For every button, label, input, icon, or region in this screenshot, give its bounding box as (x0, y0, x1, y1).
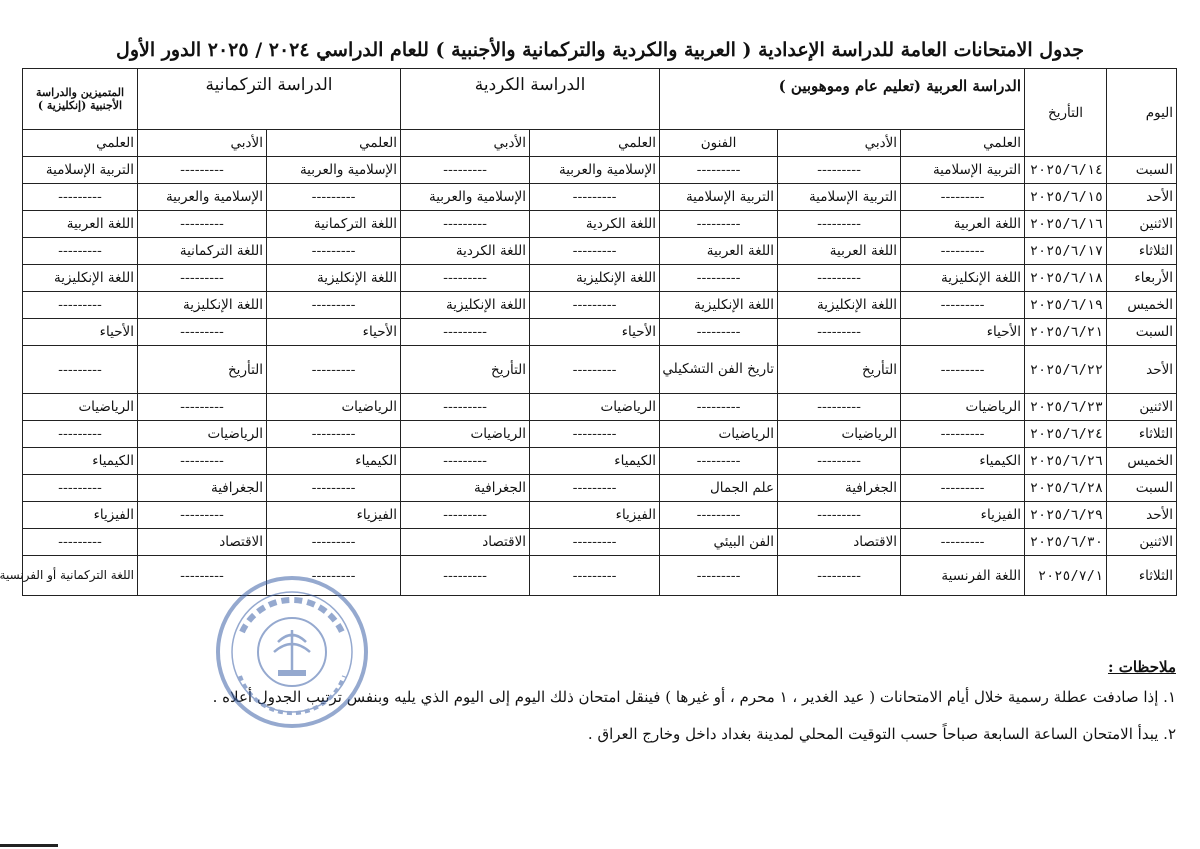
subject-cell: --------- (778, 211, 901, 238)
subject-cell: --------- (138, 265, 267, 292)
notes-heading: ملاحظات : (1107, 658, 1176, 676)
subject-cell: الرياضيات (530, 394, 660, 421)
subject-cell: --------- (530, 529, 660, 556)
subject-cell: --------- (23, 475, 138, 502)
branch-header-2: الفنون (660, 130, 778, 157)
schedule-body (0, 157, 1177, 596)
subject-cell: --------- (401, 556, 530, 596)
date-header: التأريخ (1025, 69, 1107, 157)
subject-cell: اللغة التركمانية أو الفرنسية (23, 556, 138, 596)
subject-cell: --------- (660, 319, 778, 346)
subject-cell: الأحياء (267, 319, 401, 346)
subject-cell: الجغرافية (401, 475, 530, 502)
subject-cell: --------- (778, 157, 901, 184)
subject-cell: اللغة التركمانية (138, 238, 267, 265)
subject-cell: --------- (23, 421, 138, 448)
subject-cell: اللغة الكردية (530, 211, 660, 238)
subject-cell: --------- (660, 394, 778, 421)
subject-cell: الأحياء (23, 319, 138, 346)
subject-cell: الكيمياء (23, 448, 138, 475)
subject-cell: --------- (901, 529, 1025, 556)
subject-cell: اللغة الإنكليزية (23, 265, 138, 292)
table-row (23, 421, 1177, 448)
subject-cell: --------- (267, 421, 401, 448)
day-cell: السبت (1107, 157, 1177, 184)
subject-cell: الرياضيات (267, 394, 401, 421)
subject-cell: اللغة العربية (901, 211, 1025, 238)
day-cell: الاثنين (1107, 394, 1177, 421)
subject-cell: التربية الإسلامية (778, 184, 901, 211)
scan-edge-mark (0, 844, 58, 847)
subject-cell: --------- (530, 475, 660, 502)
subject-cell: --------- (401, 394, 530, 421)
subject-cell: اللغة الإنكليزية (778, 292, 901, 319)
subject-cell: --------- (267, 184, 401, 211)
ministry-seal-icon (212, 572, 372, 732)
subject-cell: --------- (901, 475, 1025, 502)
subject-cell: --------- (530, 292, 660, 319)
day-cell: الثلاثاء (1107, 421, 1177, 448)
date-cell: ٢٠٢٥/٦/٢٣ (1025, 394, 1107, 421)
subject-cell: الاقتصاد (401, 529, 530, 556)
subject-cell: الرياضيات (660, 421, 778, 448)
subject-cell: التربية الإسلامية (901, 157, 1025, 184)
subject-cell: --------- (778, 448, 901, 475)
subject-cell: --------- (660, 265, 778, 292)
exam-schedule-table (0, 68, 1177, 596)
branch-header-3: العلمي (530, 130, 660, 157)
table-row (23, 448, 1177, 475)
subject-cell: الاقتصاد (778, 529, 901, 556)
date-cell: ٢٠٢٥/٦/٢٦ (1025, 448, 1107, 475)
day-cell: الأحد (1107, 184, 1177, 211)
subject-cell: --------- (660, 448, 778, 475)
subject-cell: --------- (138, 157, 267, 184)
subject-cell: الاقتصاد (138, 529, 267, 556)
subject-cell: --------- (401, 211, 530, 238)
subject-cell: التربية الإسلامية (23, 157, 138, 184)
subject-cell: --------- (530, 184, 660, 211)
subject-cell: الرياضيات (901, 394, 1025, 421)
subject-cell: --------- (901, 421, 1025, 448)
subject-cell: الإسلامية والعربية (401, 184, 530, 211)
document-title: جدول الامتحانات العامة للدراسة الإعدادية ( العربية والكردية والتركمانية والأجنبية ) للعام الدراسي ٢٠٢٤ / ٢٠٢٥ الدور الأول (116, 39, 1084, 61)
table-row (23, 238, 1177, 265)
subject-cell: --------- (23, 184, 138, 211)
branch-header-0: العلمي (901, 130, 1025, 157)
subject-cell: الكيمياء (267, 448, 401, 475)
table-row (23, 475, 1177, 502)
subject-cell: اللغة العربية (660, 238, 778, 265)
subject-cell: الكيمياء (901, 448, 1025, 475)
branch-header-7: العلمي (23, 130, 138, 157)
subject-cell: --------- (530, 238, 660, 265)
subject-cell: الرياضيات (138, 421, 267, 448)
subject-cell: --------- (401, 502, 530, 529)
subject-cell: --------- (778, 319, 901, 346)
subject-cell: الجغرافية (138, 475, 267, 502)
subject-cell: --------- (267, 475, 401, 502)
subject-cell: اللغة الإنكليزية (267, 265, 401, 292)
subject-cell: الكيمياء (530, 448, 660, 475)
day-cell: الاثنين (1107, 211, 1177, 238)
subject-cell: اللغة الإنكليزية (660, 292, 778, 319)
subject-cell: الفيزياء (267, 502, 401, 529)
subject-cell: --------- (901, 346, 1025, 394)
subject-cell: --------- (23, 529, 138, 556)
day-header: اليوم (1107, 69, 1177, 157)
day-cell: الخميس (1107, 292, 1177, 319)
table-row (23, 529, 1177, 556)
date-cell: ٢٠٢٥/٧/١ (1025, 556, 1107, 596)
subject-cell: اللغة الإنكليزية (530, 265, 660, 292)
subject-cell: اللغة العربية (23, 211, 138, 238)
subject-cell: اللغة التركمانية (267, 211, 401, 238)
day-cell: الخميس (1107, 448, 1177, 475)
distinguished-study-header: المتميزين والدراسة الأجنبية (إنكليزية ) (23, 69, 138, 130)
date-cell: ٢٠٢٥/٦/١٤ (1025, 157, 1107, 184)
subject-cell: --------- (138, 502, 267, 529)
date-cell: ٢٠٢٥/٦/٢٤ (1025, 421, 1107, 448)
day-cell: السبت (1107, 475, 1177, 502)
subject-cell: الفن البيئي (660, 529, 778, 556)
subject-cell: --------- (23, 238, 138, 265)
subject-cell: اللغة الإنكليزية (138, 292, 267, 319)
subject-cell: --------- (530, 421, 660, 448)
subject-cell: اللغة العربية (778, 238, 901, 265)
subject-cell: الإسلامية والعربية (138, 184, 267, 211)
date-cell: ٢٠٢٥/٦/١٩ (1025, 292, 1107, 319)
branch-header-row (23, 130, 1177, 157)
subject-cell: --------- (660, 556, 778, 596)
subject-cell: --------- (401, 157, 530, 184)
day-cell: الأحد (1107, 346, 1177, 394)
date-cell: ٢٠٢٥/٦/٢٢ (1025, 346, 1107, 394)
subject-cell: --------- (660, 211, 778, 238)
date-cell: ٢٠٢٥/٦/١٧ (1025, 238, 1107, 265)
day-cell: السبت (1107, 319, 1177, 346)
day-cell: الأحد (1107, 502, 1177, 529)
subject-cell: الرياضيات (778, 421, 901, 448)
subject-cell: --------- (23, 292, 138, 319)
subject-cell: الرياضيات (23, 394, 138, 421)
day-cell: الثلاثاء (1107, 238, 1177, 265)
subject-cell: --------- (138, 556, 267, 596)
subject-cell: --------- (23, 346, 138, 394)
subject-cell: --------- (778, 502, 901, 529)
subject-cell: --------- (401, 319, 530, 346)
table-row (23, 292, 1177, 319)
subject-cell: الفيزياء (901, 502, 1025, 529)
subject-cell: الإسلامية والعربية (267, 157, 401, 184)
note-1: ١. إذا صادفت عطلة رسمية خلال أيام الامتحانات ( عيد الغدير ، ١ محرم ، أو غيرها ) فينقل امتحان ذلك اليوم إلى اليوم الذي يليه وبنفس ترتيب الجدول أعلاه . (212, 688, 1176, 706)
subject-cell: الأحياء (530, 319, 660, 346)
subject-cell: --------- (267, 556, 401, 596)
date-cell: ٢٠٢٥/٦/٣٠ (1025, 529, 1107, 556)
subject-cell: --------- (660, 502, 778, 529)
note-2: ٢. يبدأ الامتحان الساعة السابعة صباحاً حسب التوقيت المحلي لمدينة بغداد داخل وخارج العراق . (587, 725, 1176, 743)
table-row (23, 556, 1177, 596)
branch-header-1: الأدبي (778, 130, 901, 157)
branch-header-4: الأدبي (401, 130, 530, 157)
subject-cell: --------- (778, 394, 901, 421)
subject-cell: الرياضيات (401, 421, 530, 448)
table-row (23, 319, 1177, 346)
subject-cell: --------- (401, 448, 530, 475)
subject-cell: اللغة الكردية (401, 238, 530, 265)
subject-cell: --------- (267, 346, 401, 394)
subject-cell: الفيزياء (23, 502, 138, 529)
date-cell: ٢٠٢٥/٦/٢٩ (1025, 502, 1107, 529)
subject-cell: --------- (660, 157, 778, 184)
subject-cell: --------- (138, 319, 267, 346)
table-row (23, 184, 1177, 211)
subject-cell: الإسلامية والعربية (530, 157, 660, 184)
subject-cell: التأريخ (138, 346, 267, 394)
subject-cell: الأحياء (901, 319, 1025, 346)
subject-cell: --------- (138, 394, 267, 421)
subject-cell: --------- (530, 346, 660, 394)
subject-cell: علم الجمال (660, 475, 778, 502)
branch-header-6: الأدبي (138, 130, 267, 157)
day-cell: الاثنين (1107, 529, 1177, 556)
subject-cell: التربية الإسلامية (660, 184, 778, 211)
table-row (23, 157, 1177, 184)
table-row (23, 502, 1177, 529)
subject-cell: تاريخ الفن التشكيلي (660, 346, 778, 394)
date-cell: ٢٠٢٥/٦/١٨ (1025, 265, 1107, 292)
date-cell: ٢٠٢٥/٦/١٥ (1025, 184, 1107, 211)
day-cell: الأربعاء (1107, 265, 1177, 292)
subject-cell: --------- (267, 238, 401, 265)
subject-cell: اللغة الإنكليزية (401, 292, 530, 319)
subject-cell: --------- (778, 556, 901, 596)
subject-cell: --------- (530, 556, 660, 596)
subject-cell: الجغرافية (778, 475, 901, 502)
arabic-study-header: الدراسة العربية (تعليم عام وموهوبين ) (660, 69, 1025, 130)
table-row (23, 394, 1177, 421)
subject-cell: --------- (267, 529, 401, 556)
subject-cell: التأريخ (401, 346, 530, 394)
subject-cell: --------- (778, 265, 901, 292)
subject-cell: الفيزياء (530, 502, 660, 529)
subject-cell: --------- (267, 292, 401, 319)
table-row (23, 211, 1177, 238)
subject-cell: --------- (901, 238, 1025, 265)
subject-cell: اللغة الفرنسية (901, 556, 1025, 596)
subject-cell: --------- (901, 292, 1025, 319)
table-row (23, 265, 1177, 292)
kurdish-study-header: الدراسة الكردية (401, 69, 660, 130)
subject-cell: --------- (901, 184, 1025, 211)
branch-header-5: العلمي (267, 130, 401, 157)
date-cell: ٢٠٢٥/٦/١٦ (1025, 211, 1107, 238)
turkmen-study-header: الدراسة التركمانية (138, 69, 401, 130)
subject-cell: --------- (138, 211, 267, 238)
subject-cell: --------- (401, 265, 530, 292)
date-cell: ٢٠٢٥/٦/٢٨ (1025, 475, 1107, 502)
subject-cell: اللغة الإنكليزية (901, 265, 1025, 292)
subject-cell: التأريخ (778, 346, 901, 394)
subject-cell: --------- (138, 448, 267, 475)
day-cell: الثلاثاء (1107, 556, 1177, 596)
table-row (23, 346, 1177, 394)
date-cell: ٢٠٢٥/٦/٢١ (1025, 319, 1107, 346)
